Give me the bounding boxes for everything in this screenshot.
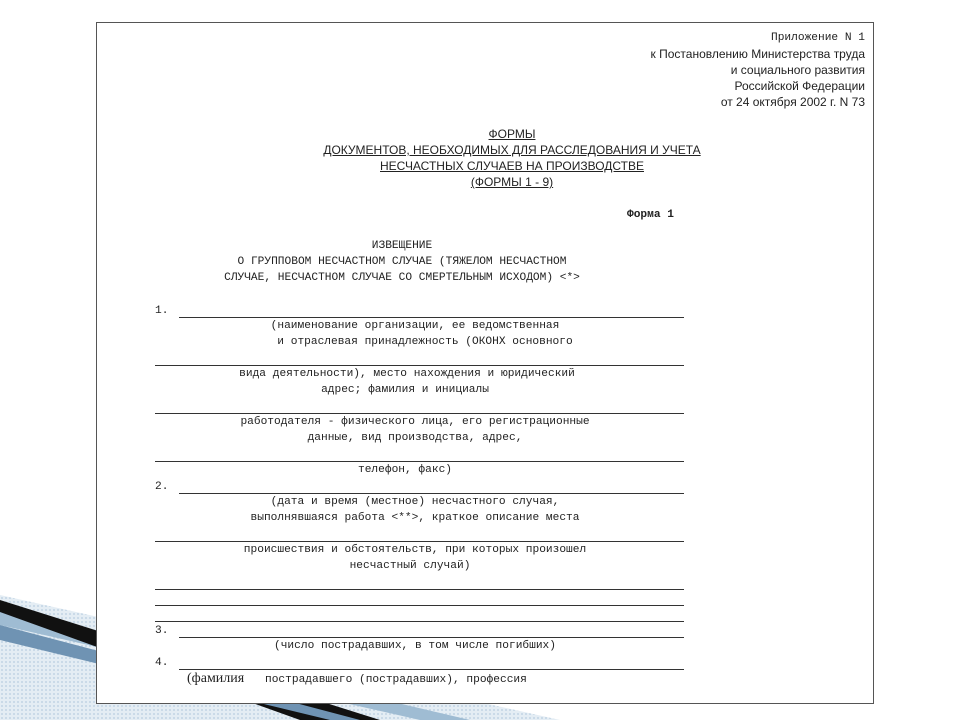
field-line bbox=[179, 493, 684, 494]
appendix-ref-line1: к Постановлению Министерства труда bbox=[650, 47, 865, 61]
appendix-ref-date: от 24 октября 2002 г. N 73 bbox=[720, 95, 865, 109]
caption: работодателя - физического лица, его регистрационные bbox=[240, 416, 590, 428]
notice-title: ИЗВЕЩЕНИЕ bbox=[371, 240, 433, 252]
field-line bbox=[155, 605, 684, 606]
field-line bbox=[155, 621, 684, 622]
title-line4: (ФОРМЫ 1 - 9) bbox=[470, 175, 554, 189]
caption: несчастный случай) bbox=[349, 560, 471, 572]
caption: данные, вид производства, адрес, bbox=[307, 432, 523, 444]
title-line3: НЕСЧАСТНЫХ СЛУЧАЕВ НА ПРОИЗВОДСТВЕ bbox=[380, 159, 644, 173]
caption: происшествия и обстоятельств, при которых произошел bbox=[243, 544, 587, 556]
caption: (дата и время (местное) несчастного случая, bbox=[270, 496, 560, 508]
field-line bbox=[155, 461, 684, 462]
item-number-2: 2. bbox=[155, 481, 169, 493]
item-number-1: 1. bbox=[155, 305, 169, 317]
caption: выполнявшаяся работа <**>, краткое описание места bbox=[250, 512, 580, 524]
field-line bbox=[155, 541, 684, 542]
item-number-4: 4. bbox=[155, 657, 169, 669]
caption-surname: (фамилия bbox=[187, 671, 245, 686]
appendix-number: Приложение N 1 bbox=[771, 32, 865, 44]
caption: вида деятельности), место нахождения и юридический bbox=[239, 368, 575, 380]
title-forms: ФОРМЫ bbox=[488, 127, 536, 141]
notice-line3: СЛУЧАЕ, НЕСЧАСТНОМ СЛУЧАЕ СО СМЕРТЕЛЬНЫМ ИСХОДОМ) <*> bbox=[224, 272, 580, 284]
item-number-3: 3. bbox=[155, 625, 169, 637]
document-page bbox=[96, 22, 874, 704]
caption: адрес; фамилия и инициалы bbox=[321, 384, 489, 396]
title-line2: ДОКУМЕНТОВ, НЕОБХОДИМЫХ ДЛЯ РАССЛЕДОВАНИЯ И УЧЕТА bbox=[323, 143, 701, 157]
field-line bbox=[179, 669, 684, 670]
field-line bbox=[155, 365, 684, 366]
appendix-ref-line3: Российской Федерации bbox=[734, 79, 865, 93]
caption: (число пострадавших, в том числе погибших) bbox=[274, 640, 556, 652]
caption: и отраслевая принадлежность (ОКОНХ основного bbox=[277, 336, 573, 348]
caption: телефон, факс) bbox=[358, 464, 452, 476]
notice-line2: О ГРУППОВОМ НЕСЧАСТНОМ СЛУЧАЕ (ТЯЖЕЛОМ НЕСЧАСТНОМ bbox=[237, 256, 567, 268]
caption: (наименование организации, ее ведомственная bbox=[270, 320, 560, 332]
field-line bbox=[179, 637, 684, 638]
appendix-ref-line2: и социального развития bbox=[730, 63, 865, 77]
field-line bbox=[155, 413, 684, 414]
field-line bbox=[179, 317, 684, 318]
caption: пострадавшего (пострадавших), профессия bbox=[265, 674, 527, 686]
form-label: Форма 1 bbox=[627, 209, 674, 221]
field-line bbox=[155, 589, 684, 590]
